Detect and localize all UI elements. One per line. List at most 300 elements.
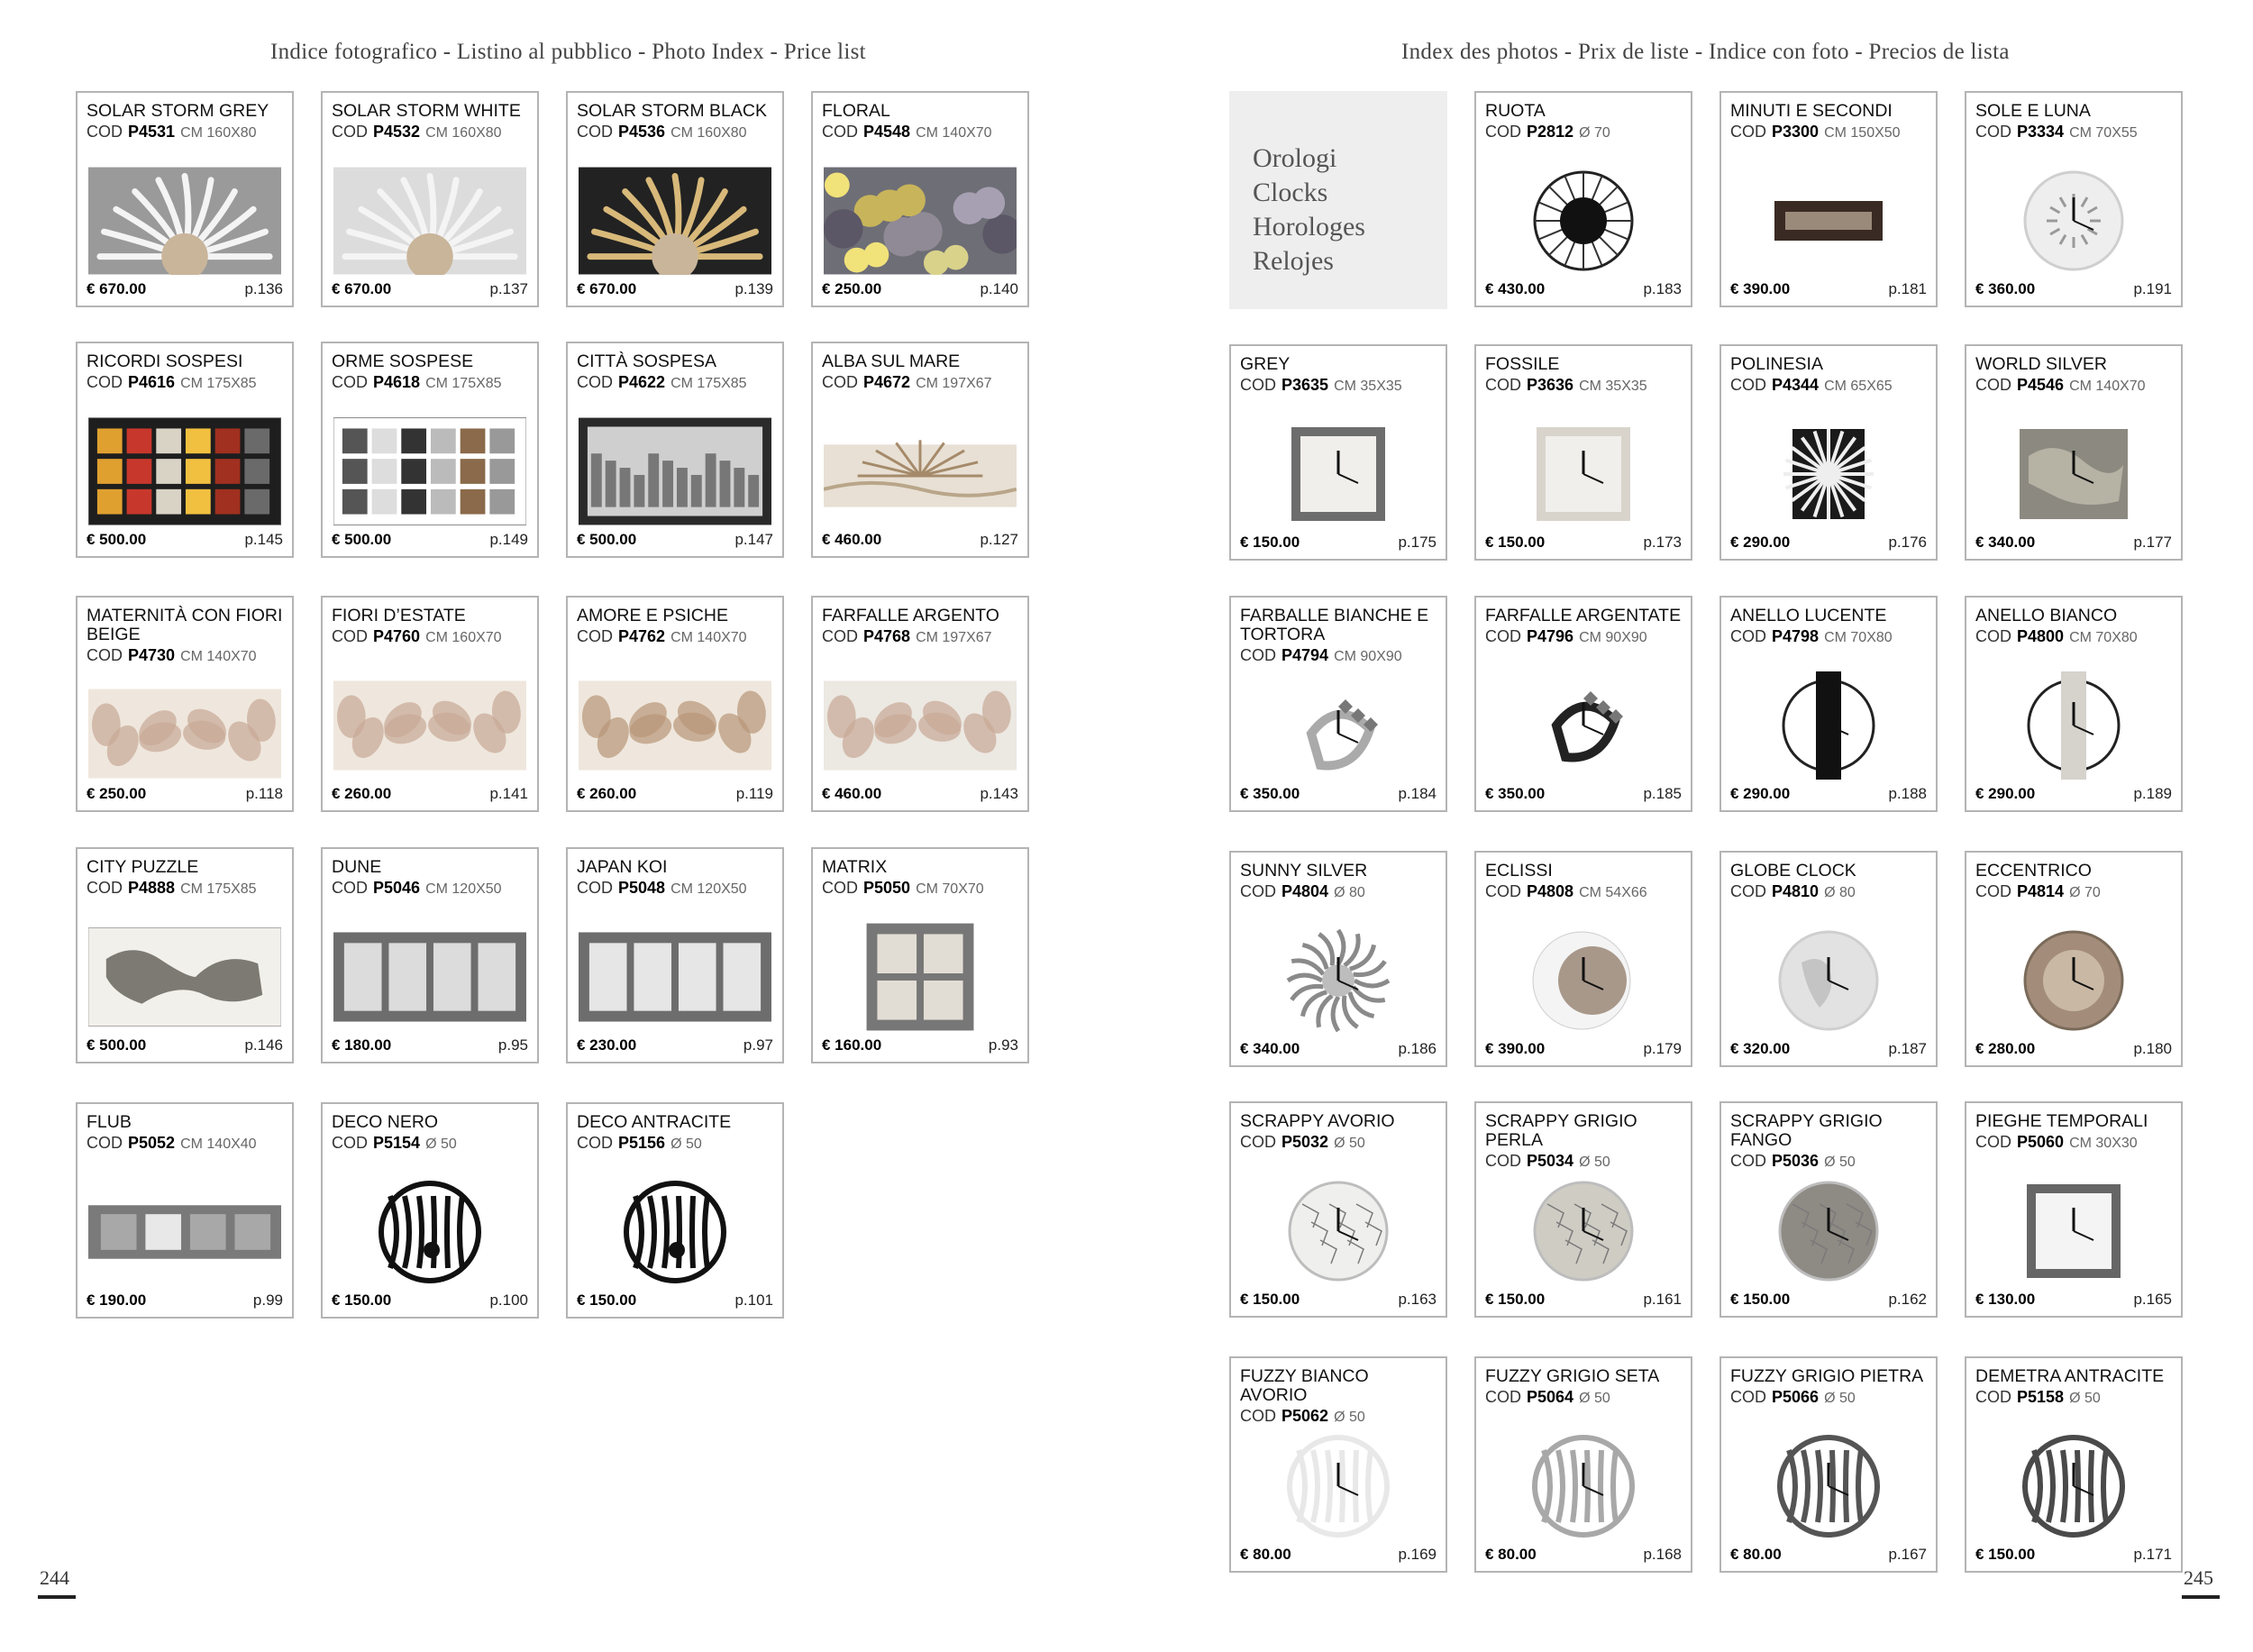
product-code-line (577, 123, 775, 142)
product-code-line (1730, 123, 1929, 142)
product-name (1975, 1112, 2174, 1153)
sunrise-panel-icon (824, 414, 1017, 529)
product-code-line (1240, 882, 1438, 902)
product-name (332, 1113, 530, 1154)
product-code: P4536 (618, 123, 666, 141)
product-code-line (1485, 376, 1683, 396)
product-code-line (1240, 646, 1438, 666)
product-code: P3300 (1772, 123, 1820, 141)
fuzzy-clock-silk-icon (1487, 1428, 1680, 1544)
product-title: FARBALLE BIANCHE E TORTORA (1240, 606, 1429, 644)
product-price: € 360.00 (1975, 280, 2036, 297)
product-dimensions: Ø 50 (1824, 1391, 1856, 1406)
product-name (822, 352, 1020, 393)
four-tiles-panel-icon (88, 1174, 281, 1290)
floral-panel-icon (824, 163, 1017, 278)
product-page-ref: p.191 (2133, 280, 2172, 297)
product-card-scrappy-grigio-perla (1474, 1101, 1692, 1318)
product-title: DECO NERO (332, 1112, 439, 1132)
page-header-left: Indice fotografico - Listino al pubblico - Photo Index - Price list (270, 40, 866, 64)
product-code-line (1485, 1152, 1683, 1172)
product-code-line (87, 1134, 285, 1154)
product-name (1240, 862, 1438, 902)
product-code-line (822, 879, 1020, 899)
product-card-matrix (811, 847, 1029, 1063)
product-cod-label: COD (1240, 1407, 1276, 1425)
page-header-right: Index des photos - Prix de liste - Indice con foto - Precios de lista (1401, 40, 2010, 64)
product-price: € 290.00 (1730, 785, 1791, 802)
product-name (822, 858, 1020, 899)
product-page-ref: p.140 (980, 280, 1018, 297)
folds-clock-icon (1977, 1173, 2170, 1289)
product-price: € 670.00 (332, 280, 392, 297)
product-code: P4548 (863, 123, 911, 141)
product-card-globe-clock (1719, 851, 1938, 1067)
product-title: MATERNITÀ CON FIORI BEIGE (87, 606, 283, 644)
product-card-scrappy-avorio (1229, 1101, 1447, 1318)
product-price: € 150.00 (1240, 1291, 1300, 1308)
product-title: SOLAR STORM BLACK (577, 101, 767, 121)
product-name (822, 607, 1020, 647)
product-page-ref: p.188 (1888, 785, 1927, 802)
product-price: € 80.00 (1485, 1546, 1537, 1563)
product-card-sole-e-luna (1965, 91, 2183, 307)
product-price: € 320.00 (1730, 1040, 1791, 1057)
product-name (1485, 102, 1683, 142)
product-name (1730, 1112, 1929, 1172)
butterfly-clock-white-icon (1242, 684, 1435, 783)
product-page-ref: p.100 (489, 1291, 528, 1309)
product-code-line (332, 1134, 530, 1154)
product-code: P4810 (1772, 882, 1820, 900)
product-card-japan-koi (566, 847, 784, 1063)
product-code: P4888 (128, 879, 176, 897)
product-title: SCRAPPY AVORIO (1240, 1111, 1395, 1131)
flowers-panel-icon (333, 668, 526, 783)
product-title: FOSSILE (1485, 354, 1560, 374)
product-dimensions: Ø 50 (1824, 1155, 1856, 1170)
product-name (1975, 355, 2174, 396)
product-name (577, 352, 775, 393)
square-tiles-panel-icon (824, 919, 1017, 1035)
product-cod-label: COD (1975, 376, 2011, 394)
product-code-line (1485, 1388, 1683, 1408)
product-card-world-silver (1965, 344, 2183, 561)
square-clock-fossil-icon (1487, 416, 1680, 532)
product-name (577, 858, 775, 899)
product-price: € 290.00 (1730, 534, 1791, 551)
product-title: PIEGHE TEMPORALI (1975, 1111, 2148, 1131)
product-code-line (1975, 1133, 2174, 1153)
grid-panel-white-icon (333, 414, 526, 529)
product-title: FARFALLE ARGENTO (822, 606, 999, 625)
product-cod-label: COD (87, 646, 123, 664)
product-name (1485, 862, 1683, 902)
product-dimensions: CM 150X50 (1824, 125, 1901, 141)
product-card-pieghe-temporali (1965, 1101, 2183, 1318)
product-price: € 250.00 (822, 280, 882, 297)
product-name (1485, 1367, 1683, 1408)
product-page-ref: p.185 (1643, 785, 1682, 802)
product-code: P5032 (1282, 1133, 1329, 1151)
product-price: € 190.00 (87, 1291, 147, 1309)
product-cod-label: COD (1730, 1388, 1766, 1406)
product-cod-label: COD (1485, 1388, 1521, 1406)
product-card-fuzzy-grigio-pietra (1719, 1356, 1938, 1573)
product-page-ref: p.137 (489, 280, 528, 297)
product-card-ruota (1474, 91, 1692, 307)
product-title: ECCENTRICO (1975, 861, 2092, 881)
product-code: P4531 (128, 123, 176, 141)
product-price: € 150.00 (577, 1291, 637, 1309)
product-dimensions: Ø 70 (1579, 125, 1610, 141)
rays-clock-icon (1732, 416, 1925, 532)
product-price: € 290.00 (1975, 785, 2036, 802)
product-page-ref: p.136 (244, 280, 283, 297)
product-page-ref: p.161 (1643, 1291, 1682, 1308)
product-dimensions: CM 90X90 (1334, 649, 1402, 664)
eclipse-clock-icon (1487, 923, 1680, 1038)
product-price: € 390.00 (1485, 1040, 1546, 1057)
product-page-ref: p.163 (1398, 1291, 1437, 1308)
product-price: € 230.00 (577, 1036, 637, 1054)
product-title: CITY PUZZLE (87, 857, 199, 877)
product-title: FARFALLE ARGENTATE (1485, 606, 1682, 625)
product-card-anello-bianco (1965, 596, 2183, 812)
clocks-label-fr: Horologes (1253, 212, 1365, 242)
product-code-line (87, 123, 285, 142)
product-code-line (1730, 882, 1929, 902)
product-dimensions: CM 70X70 (916, 881, 984, 897)
product-title: FLORAL (822, 101, 890, 121)
product-code: P4804 (1282, 882, 1329, 900)
product-page-ref: p.176 (1888, 534, 1927, 551)
ring-clock-white-icon (1977, 668, 2170, 783)
product-cod-label: COD (332, 123, 368, 141)
product-code-line (577, 627, 775, 647)
product-dimensions: CM 140X70 (180, 649, 257, 664)
product-code-line (1485, 882, 1683, 902)
product-title: GLOBE CLOCK (1730, 861, 1856, 881)
product-cod-label: COD (577, 373, 613, 391)
clocks-label-en: Clocks (1253, 178, 1328, 207)
product-cod-label: COD (1240, 882, 1276, 900)
product-dimensions: CM 70X80 (1824, 630, 1893, 645)
product-price: € 390.00 (1730, 280, 1791, 297)
sun-clock-icon (1242, 923, 1435, 1038)
product-card-minuti-e-secondi (1719, 91, 1938, 307)
product-price: € 150.00 (1730, 1291, 1791, 1308)
figure-panel-icon (579, 668, 771, 783)
product-page-ref: p.97 (743, 1036, 773, 1054)
product-card-farballe-bianche-e-tortora (1229, 596, 1447, 812)
product-dimensions: Ø 80 (1334, 885, 1365, 900)
product-name (332, 352, 530, 393)
product-dimensions: CM 175X85 (425, 376, 502, 391)
product-price: € 150.00 (332, 1291, 392, 1309)
product-code: P4532 (373, 123, 421, 141)
product-dimensions: Ø 80 (1824, 885, 1856, 900)
product-cod-label: COD (1485, 882, 1521, 900)
product-title: JAPAN KOI (577, 857, 668, 877)
product-card-dune (321, 847, 539, 1063)
product-cod-label: COD (1975, 1388, 2011, 1406)
product-cod-label: COD (577, 879, 613, 897)
page-number-right: 245 (2184, 1566, 2213, 1589)
product-title: FUZZY BIANCO AVORIO (1240, 1366, 1369, 1405)
product-dimensions: CM 197X67 (916, 376, 992, 391)
product-title: DEMETRA ANTRACITE (1975, 1366, 2165, 1386)
product-cod-label: COD (1730, 882, 1766, 900)
product-card-ricordi-sospesi (76, 342, 294, 558)
product-cod-label: COD (577, 123, 613, 141)
product-code: P5066 (1772, 1388, 1820, 1406)
product-title: SOLE E LUNA (1975, 101, 2091, 121)
globe-clock-icon (1732, 923, 1925, 1038)
product-cod-label: COD (1240, 646, 1276, 664)
product-card-solar-storm-grey (76, 91, 294, 307)
product-page-ref: p.145 (244, 531, 283, 548)
butterfly-clock-silver-icon (1487, 668, 1680, 783)
product-card-maternita-con-fiori-beige (76, 596, 294, 812)
product-dimensions: CM 35X35 (1334, 379, 1402, 394)
product-card-polinesia (1719, 344, 1938, 561)
clocks-label-es: Relojes (1253, 246, 1334, 276)
product-name (577, 102, 775, 142)
product-page-ref: p.183 (1643, 280, 1682, 297)
product-code-line (1975, 123, 2174, 142)
product-dimensions: CM 70X55 (2069, 125, 2138, 141)
product-dimensions: CM 175X85 (670, 376, 747, 391)
product-cod-label: COD (87, 373, 123, 391)
product-page-ref: p.162 (1888, 1291, 1927, 1308)
product-code-line (1730, 627, 1929, 647)
deco-round-black-icon (333, 1174, 526, 1290)
product-cod-label: COD (1975, 627, 2011, 645)
product-name (87, 858, 285, 899)
product-name (87, 607, 285, 666)
product-card-deco-nero (321, 1102, 539, 1319)
product-card-eccentrico (1965, 851, 2183, 1067)
product-card-farfalle-argentate (1474, 596, 1692, 812)
scrappy-clock-ivory-icon (1242, 1173, 1435, 1289)
product-title: CITTÀ SOSPESA (577, 351, 716, 371)
product-title: GREY (1240, 354, 1291, 374)
product-name (1975, 1367, 2174, 1408)
product-page-ref: p.167 (1888, 1546, 1927, 1563)
product-dimensions: CM 54X66 (1579, 885, 1647, 900)
product-code: P5158 (2017, 1388, 2065, 1406)
rose-clock-icon (1977, 1428, 2170, 1544)
product-title: SOLAR STORM GREY (87, 101, 269, 121)
product-price: € 250.00 (87, 785, 147, 802)
city-panel-icon (579, 414, 771, 529)
product-page-ref: p.118 (245, 785, 283, 802)
product-page-ref: p.165 (2133, 1291, 2172, 1308)
product-price: € 460.00 (822, 785, 882, 802)
product-price: € 670.00 (577, 280, 637, 297)
product-price: € 670.00 (87, 280, 147, 297)
product-cod-label: COD (1240, 1133, 1276, 1151)
product-code: P4546 (2017, 376, 2065, 394)
product-code-line (87, 646, 285, 666)
product-title: SCRAPPY GRIGIO FANGO (1730, 1111, 1883, 1150)
sun-panel-grey-icon (88, 163, 281, 278)
product-code-line (1975, 627, 2174, 647)
product-code-line (1240, 376, 1438, 396)
product-dimensions: CM 140X70 (916, 125, 992, 141)
product-code: P5036 (1772, 1152, 1820, 1170)
product-name (1730, 862, 1929, 902)
product-name (1730, 355, 1929, 396)
product-code-line (577, 373, 775, 393)
product-code: P4730 (128, 646, 176, 664)
product-card-citta-sospesa (566, 342, 784, 558)
product-page-ref: p.95 (497, 1036, 528, 1054)
clocks-section-box (1229, 91, 1447, 309)
product-code: P2812 (1527, 123, 1574, 141)
product-dimensions: CM 120X50 (425, 881, 502, 897)
product-cod-label: COD (822, 123, 858, 141)
product-title: ORME SOSPESE (332, 351, 474, 371)
product-code-line (332, 123, 530, 142)
product-code-line (1975, 1388, 2174, 1408)
product-code: P3636 (1527, 376, 1574, 394)
product-dimensions: Ø 50 (1334, 1410, 1365, 1425)
ring-clock-black-icon (1732, 668, 1925, 783)
product-cod-label: COD (1730, 376, 1766, 394)
product-title: POLINESIA (1730, 354, 1823, 374)
product-price: € 150.00 (1485, 534, 1546, 551)
product-card-floral (811, 91, 1029, 307)
product-name (87, 1113, 285, 1154)
product-code-line (1730, 1388, 1929, 1408)
product-code: P4762 (618, 627, 666, 645)
product-card-eclissi (1474, 851, 1692, 1067)
world-map-panel-icon (88, 919, 281, 1035)
product-code: P4768 (863, 627, 911, 645)
product-title: SCRAPPY GRIGIO PERLA (1485, 1111, 1637, 1150)
product-title: ALBA SUL MARE (822, 351, 961, 371)
product-code: P5064 (1527, 1388, 1574, 1406)
product-cod-label: COD (822, 627, 858, 645)
product-name (1975, 607, 2174, 647)
product-code-line (577, 1134, 775, 1154)
product-page-ref: p.141 (489, 785, 528, 802)
product-code: P4672 (863, 373, 911, 391)
product-cod-label: COD (87, 879, 123, 897)
wheel-clock-icon (1487, 163, 1680, 278)
product-title: FUZZY GRIGIO PIETRA (1730, 1366, 1924, 1386)
product-code: P3635 (1282, 376, 1329, 394)
product-name (87, 352, 285, 393)
product-name (87, 102, 285, 142)
product-page-ref: p.169 (1398, 1546, 1437, 1563)
product-name (332, 858, 530, 899)
product-card-city-puzzle (76, 847, 294, 1063)
product-price: € 260.00 (577, 785, 637, 802)
product-cod-label: COD (87, 123, 123, 141)
sun-panel-white-icon (333, 163, 526, 278)
product-title: RICORDI SOSPESI (87, 351, 243, 371)
product-card-demetra-antracite (1965, 1356, 2183, 1573)
scrappy-clock-mud-icon (1732, 1173, 1925, 1289)
product-cod-label: COD (332, 879, 368, 897)
product-page-ref: p.119 (735, 785, 773, 802)
product-code-line (577, 879, 775, 899)
product-code: P4618 (373, 373, 421, 391)
product-price: € 500.00 (87, 531, 147, 548)
product-title: WORLD SILVER (1975, 354, 2107, 374)
product-code: P4616 (128, 373, 176, 391)
product-code-line (332, 627, 530, 647)
product-price: € 350.00 (1240, 785, 1300, 802)
product-dimensions: CM 197X67 (916, 630, 992, 645)
product-title: FIORI D’ESTATE (332, 606, 466, 625)
product-page-ref: p.180 (2133, 1040, 2172, 1057)
product-title: AMORE E PSICHE (577, 606, 728, 625)
product-dimensions: Ø 50 (425, 1136, 457, 1152)
product-cod-label: COD (1730, 1152, 1766, 1170)
product-page-ref: p.139 (734, 280, 773, 297)
product-cod-label: COD (1975, 1133, 2011, 1151)
deco-round-anthracite-icon (579, 1174, 771, 1290)
product-code: P4760 (373, 627, 421, 645)
product-card-fuzzy-bianco-avorio (1229, 1356, 1447, 1573)
product-code-line (332, 879, 530, 899)
product-name (1240, 355, 1438, 396)
product-page-ref: p.147 (734, 531, 773, 548)
product-code: P4794 (1282, 646, 1329, 664)
product-price: € 130.00 (1975, 1291, 2036, 1308)
product-dimensions: CM 90X90 (1579, 630, 1647, 645)
product-price: € 280.00 (1975, 1040, 2036, 1057)
product-cod-label: COD (1240, 376, 1276, 394)
product-name (822, 102, 1020, 142)
product-price: € 150.00 (1975, 1546, 2036, 1563)
product-code: P5156 (618, 1134, 666, 1152)
sun-panel-black-icon (579, 163, 771, 278)
product-name (1485, 355, 1683, 396)
product-page-ref: p.173 (1643, 534, 1682, 551)
scrappy-clock-pearl-icon (1487, 1173, 1680, 1289)
sun-moon-clock-icon (1977, 163, 2170, 278)
product-dimensions: Ø 50 (1334, 1136, 1365, 1151)
page-number-left-bar (38, 1595, 76, 1599)
panel-clock-icon (1732, 163, 1925, 278)
product-dimensions: CM 65X65 (1824, 379, 1893, 394)
product-title: ANELLO BIANCO (1975, 606, 2118, 625)
product-cod-label: COD (577, 627, 613, 645)
product-name (332, 102, 530, 142)
product-card-amore-e-psiche (566, 596, 784, 812)
product-page-ref: p.101 (734, 1291, 773, 1309)
product-title: ANELLO LUCENTE (1730, 606, 1887, 625)
product-code-line (1485, 123, 1683, 142)
product-page-ref: p.143 (980, 785, 1018, 802)
product-page-ref: p.175 (1398, 534, 1437, 551)
product-page-ref: p.146 (244, 1036, 283, 1054)
product-code: P5034 (1527, 1152, 1574, 1170)
product-name (1485, 1112, 1683, 1172)
product-price: € 430.00 (1485, 280, 1546, 297)
product-name (332, 607, 530, 647)
product-card-solar-storm-black (566, 91, 784, 307)
triptych-silver-panel-icon (579, 919, 771, 1035)
product-title: FUZZY GRIGIO SETA (1485, 1366, 1660, 1386)
product-page-ref: p.186 (1398, 1040, 1437, 1057)
product-title: MINUTI E SECONDI (1730, 101, 1893, 121)
